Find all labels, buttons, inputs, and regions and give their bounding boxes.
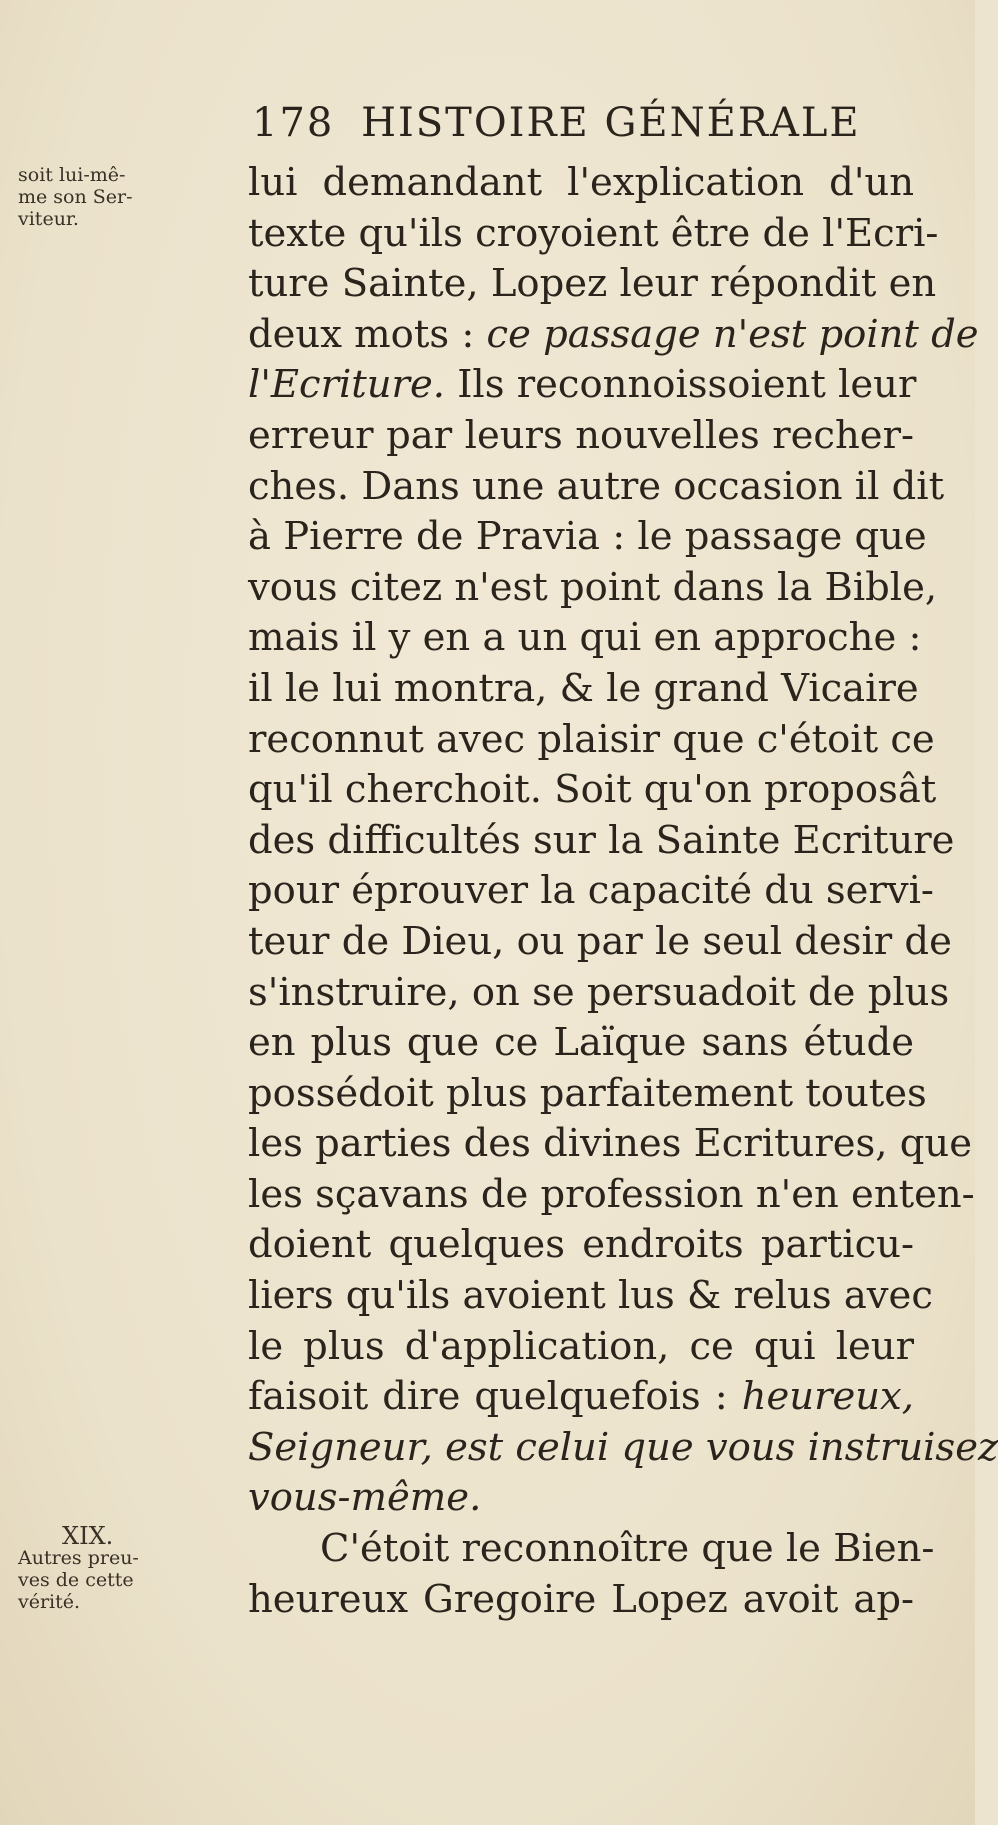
text-line bbox=[248, 360, 917, 411]
text-line bbox=[248, 1119, 972, 1170]
text-segment: possédoit plus parfaitement toutes bbox=[248, 1070, 927, 1116]
margin-note-line: viteur. bbox=[18, 208, 79, 230]
text-segment: teur de Dieu, ou par le seul desir de bbox=[248, 918, 952, 964]
text-segment: mais il y en a un qui en approche : bbox=[248, 615, 922, 661]
margin-note-line: ves de cette bbox=[18, 1569, 134, 1591]
italic-segment: ce passage n'est point de bbox=[486, 311, 979, 357]
margin-note-line: vérité. bbox=[18, 1591, 81, 1613]
text-line bbox=[248, 1473, 914, 1524]
text-segment: deux mots : bbox=[248, 311, 487, 357]
text-segment: pour éprouver la capacité du servi- bbox=[248, 868, 934, 914]
text-line bbox=[248, 563, 938, 614]
text-segment: C'étoit reconnoître que le Bien- bbox=[320, 1526, 935, 1572]
text-segment: faisoit dire quelquefois : bbox=[248, 1374, 742, 1420]
text-segment: vous citez n'est point dans la Bible, bbox=[248, 564, 938, 610]
margin-note-line: Autres preu- bbox=[18, 1547, 139, 1569]
text-line bbox=[248, 411, 914, 462]
text-line bbox=[248, 613, 922, 664]
text-line bbox=[248, 1018, 914, 1069]
text-line bbox=[248, 1069, 927, 1120]
text-segment: le plus d'application, ce qui leur bbox=[248, 1323, 914, 1369]
margin-note-line: me son Ser- bbox=[18, 186, 133, 208]
text-line bbox=[248, 209, 939, 260]
text-line bbox=[248, 1220, 914, 1271]
text-line bbox=[248, 664, 919, 715]
page-number: 178 bbox=[252, 100, 335, 146]
italic-segment: heureux, bbox=[741, 1374, 914, 1420]
text-line bbox=[248, 1575, 914, 1626]
margin-note-2 bbox=[18, 1522, 240, 1613]
text-line bbox=[248, 1372, 914, 1423]
text-segment: ches. Dans une autre occasion il dit bbox=[248, 463, 945, 509]
text-segment: les sçavans de profession n'en enten- bbox=[248, 1171, 975, 1217]
margin-note-heading: XIX. bbox=[62, 1522, 114, 1550]
text-segment: des difficultés sur la Sainte Ecriture bbox=[248, 817, 955, 863]
text-line bbox=[248, 462, 945, 513]
text-line bbox=[248, 765, 937, 816]
running-header bbox=[252, 100, 892, 146]
text-line bbox=[248, 1322, 914, 1373]
text-segment: doient quelques endroits particu- bbox=[248, 1222, 914, 1268]
text-segment: s'instruire, on se persuadoit de plus bbox=[248, 969, 950, 1015]
text-segment: il le lui montra, & le grand Vicaire bbox=[248, 665, 919, 711]
text-segment: Ils reconnoissoient leur bbox=[444, 362, 917, 408]
margin-note-line: soit lui-mê- bbox=[18, 164, 126, 186]
text-line bbox=[248, 259, 937, 310]
body-text bbox=[248, 158, 998, 1625]
text-line bbox=[248, 1524, 935, 1575]
text-segment: en plus que ce Laïque sans étude bbox=[248, 1020, 914, 1066]
text-line bbox=[248, 512, 927, 563]
text-segment: texte qu'ils croyoient être de l'Ecri- bbox=[248, 210, 939, 256]
text-segment: qu'il cherchoit. Soit qu'on proposât bbox=[248, 767, 937, 813]
text-segment: lui demandant l'explication d'un bbox=[248, 160, 914, 205]
text-line bbox=[248, 968, 950, 1019]
text-segment: reconnut avec plaisir que c'étoit ce bbox=[248, 716, 935, 762]
text-line bbox=[248, 158, 914, 209]
text-segment: à Pierre de Pravia : le passage que bbox=[248, 514, 927, 560]
italic-segment: Seigneur, est celui que vous instruisez bbox=[248, 1424, 998, 1470]
text-line bbox=[248, 917, 952, 968]
italic-segment: vous-même. bbox=[248, 1475, 482, 1521]
text-line bbox=[248, 1170, 975, 1221]
text-line bbox=[248, 816, 955, 867]
text-line bbox=[248, 715, 935, 766]
text-segment: ture Sainte, Lopez leur répondit en bbox=[248, 261, 937, 307]
running-title: HISTOIRE GÉNÉRALE bbox=[361, 100, 861, 146]
italic-segment: l'Ecriture. bbox=[248, 362, 445, 408]
text-segment: heureux Gregoire Lopez avoit ap- bbox=[248, 1576, 914, 1622]
margin-note-1 bbox=[18, 164, 240, 230]
text-segment: liers qu'ils avoient lus & relus avec bbox=[248, 1273, 933, 1319]
text-segment: erreur par leurs nouvelles recher- bbox=[248, 412, 914, 458]
text-line bbox=[248, 310, 979, 361]
text-line bbox=[248, 866, 934, 917]
text-segment: les parties des divines Ecritures, que bbox=[248, 1121, 972, 1167]
text-line bbox=[248, 1271, 933, 1322]
text-line bbox=[248, 1423, 998, 1474]
